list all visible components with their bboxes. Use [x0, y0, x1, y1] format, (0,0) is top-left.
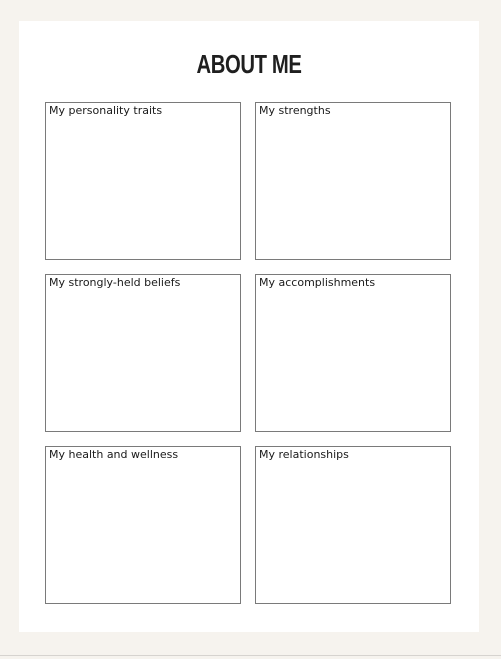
box-label: My strengths — [259, 104, 331, 117]
box-label: My relationships — [259, 448, 349, 461]
writing-box-strengths[interactable] — [255, 102, 451, 260]
box-label: My personality traits — [49, 104, 163, 117]
box-label: My accomplishments — [259, 276, 376, 289]
writing-box-health-wellness[interactable] — [45, 446, 241, 604]
writing-box-accomplishments[interactable] — [255, 274, 451, 432]
writing-box-personality-traits[interactable] — [45, 102, 241, 260]
worksheet-page — [19, 21, 479, 632]
bottom-divider — [0, 655, 501, 656]
box-label: My health and wellness — [49, 448, 179, 461]
page-title: ABOUT ME — [196, 49, 302, 79]
box-label: My strongly-held beliefs — [49, 276, 181, 289]
writing-box-relationships[interactable] — [255, 446, 451, 604]
writing-box-beliefs[interactable] — [45, 274, 241, 432]
